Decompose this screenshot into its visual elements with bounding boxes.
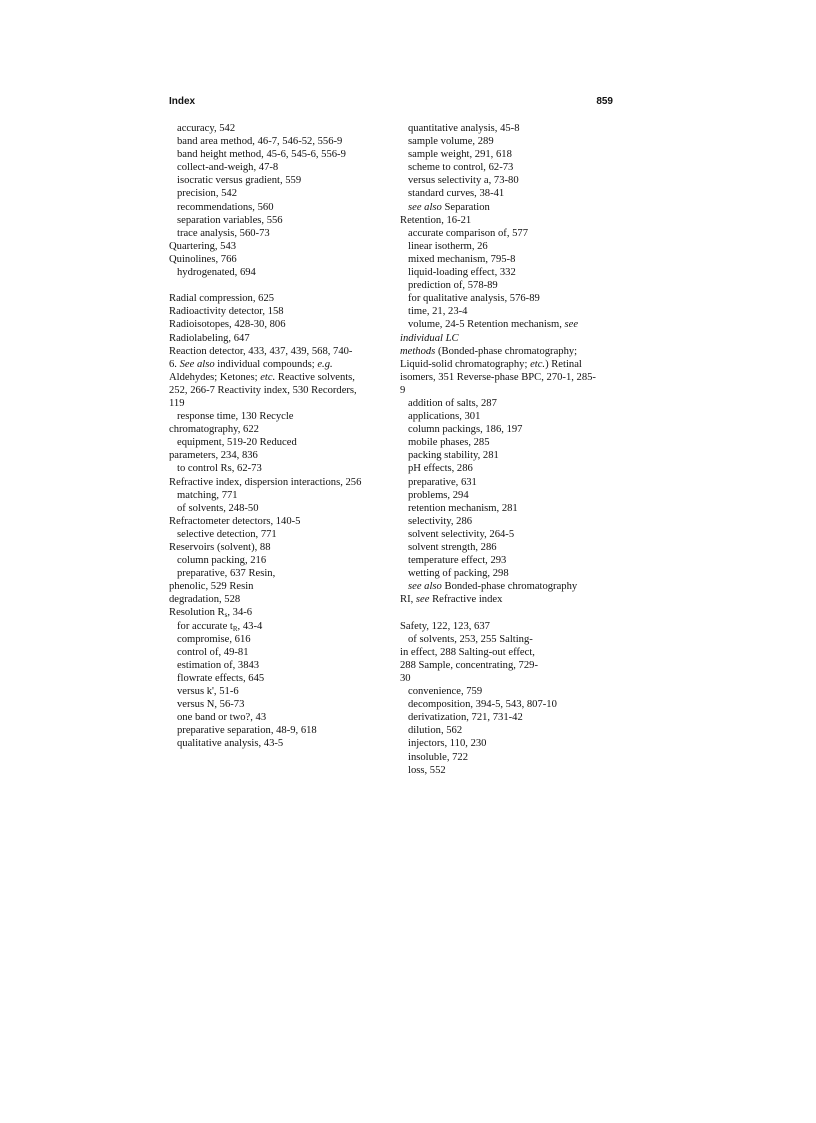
index-entry: methods (Bonded-phase chromatography; [400, 345, 578, 357]
index-entry: prediction of, 578-89 [408, 280, 498, 292]
index-entry: Quinolines, 766 [169, 253, 237, 265]
index-entry: estimation of, 3843 [177, 659, 260, 671]
index-entry: sample weight, 291, 618 [408, 149, 512, 161]
index-entry: addition of salts, 287 [408, 397, 497, 409]
index-entry: for qualitative analysis, 576-89 [408, 293, 540, 305]
index-entry: trace analysis, 560-73 [177, 227, 270, 239]
index-entry: insoluble, 722 [408, 751, 469, 763]
index-entry: solvent selectivity, 264-5 [408, 528, 515, 540]
index-entry: band height method, 45-6, 545-6, 556-9 [177, 149, 346, 161]
index-entry: versus k', 51-6 [177, 686, 239, 698]
index-entry: 6. See also individual compounds; e.g. [169, 358, 333, 370]
page-header [169, 96, 613, 110]
page-number: 859 [596, 96, 613, 107]
index-entry: problems, 294 [408, 489, 469, 501]
index-entry: selectivity, 286 [408, 515, 473, 527]
index-entry: scheme to control, 62-73 [408, 162, 514, 174]
index-entry: Resolution $R_s$, 34-6 [169, 607, 253, 620]
index-entry: Liquid-solid chromatography; etc.) Retinal [400, 358, 582, 370]
index-entry: volume, 24-5 Retention mechanism, see [408, 319, 579, 331]
index-entry: linear isotherm, 26 [408, 240, 488, 252]
index-entry: of solvents, 248-50 [177, 502, 259, 514]
index-entry: 9 [400, 384, 406, 396]
index-entry: 119 [169, 397, 185, 409]
index-entry: chromatography, 622 [169, 424, 259, 436]
running-head-title: Index [169, 96, 196, 107]
index-entry: preparative, 637 Resin, [177, 568, 276, 580]
index-entry: loss, 552 [408, 764, 446, 776]
index-entry: time, 21, 23-4 [408, 306, 468, 318]
index-entry: versus selectivity a, 73-80 [408, 175, 519, 187]
index-entry: RI, see Refractive index [400, 594, 503, 606]
index-entry: collect-and-weigh, 47-8 [177, 162, 279, 174]
index-column-left [169, 122, 391, 751]
index-entry: flowrate effects, 645 [177, 672, 265, 684]
index-entry: matching, 771 [177, 489, 238, 501]
index-entry: equipment, 519-20 Reduced [177, 437, 297, 449]
index-entry: accurate comparison of, 577 [408, 227, 529, 239]
index-entry: column packing, 216 [177, 555, 267, 567]
index-entry: versus N, 56-73 [177, 699, 245, 711]
index-entry: Refractometer detectors, 140-5 [169, 515, 301, 527]
index-entry: Aldehydes; Ketones; etc. Reactive solvents, [169, 371, 355, 383]
index-entry: control of, 49-81 [177, 646, 249, 658]
index-entry: for accurate $t_R$, 43-4 [177, 620, 263, 633]
index-entry: isomers, 351 Reverse-phase BPC, 270-1, 285- [400, 371, 596, 383]
index-entry: in effect, 288 Salting-out effect, [400, 646, 535, 658]
index-entry: degradation, 528 [169, 594, 241, 606]
index-entry: hydrogenated, 694 [177, 267, 256, 279]
index-entry: Quartering, 543 [169, 240, 237, 252]
index-entry: packing stability, 281 [408, 450, 499, 462]
index-entry: preparative separation, 48-9, 618 [177, 725, 317, 737]
index-entry: column packings, 186, 197 [408, 424, 523, 436]
index-entry: applications, 301 [408, 411, 481, 423]
index-entry: 30 [400, 672, 411, 684]
index-entry: 252, 266-7 Reactivity index, 530 Recorders, [169, 384, 357, 396]
index-entry: recommendations, 560 [177, 201, 274, 213]
index-entry: see also Bonded-phase chromatography [408, 581, 578, 593]
index-entry: sample volume, 289 [408, 136, 494, 148]
index-entry: Reaction detector, 433, 437, 439, 568, 740- [169, 345, 353, 357]
index-entry: Safety, 122, 123, 637 [400, 620, 490, 632]
index-entry: retention mechanism, 281 [408, 502, 518, 514]
index-entry: parameters, 234, 836 [169, 450, 258, 462]
index-entry: separation variables, 556 [177, 214, 283, 226]
index-entry: Radial compression, 625 [169, 293, 275, 305]
index-entry: Retention, 16-21 [400, 214, 472, 226]
index-entry: see also Separation [408, 201, 490, 213]
index-entry: injectors, 110, 230 [408, 738, 487, 750]
index-entry: Reservoirs (solvent), 88 [169, 542, 271, 553]
index-entry: decomposition, 394-5, 543, 807-10 [408, 699, 557, 711]
index-entry: individual LC [400, 332, 459, 344]
index-entry: mobile phases, 285 [408, 437, 490, 449]
index-entry: standard curves, 38-41 [408, 188, 505, 200]
index-entry: solvent strength, 286 [408, 542, 497, 553]
index-entry: Radioisotopes, 428-30, 806 [169, 319, 286, 331]
index-entry: preparative, 631 [408, 476, 477, 488]
index-entry: derivatization, 721, 731-42 [408, 712, 523, 724]
index-entry: one band or two?, 43 [177, 712, 267, 724]
index-entry: to control Rs, 62-73 [177, 463, 262, 475]
index-entry: temperature effect, 293 [408, 555, 507, 567]
index-entry: phenolic, 529 Resin [169, 581, 254, 593]
index-entry: pH effects, 286 [408, 463, 473, 475]
index-entry: selective detection, 771 [177, 528, 277, 540]
index-entry: response time, 130 Recycle [177, 411, 294, 423]
index-entry: wetting of packing, 298 [408, 568, 509, 580]
index-entry: isocratic versus gradient, 559 [177, 175, 302, 187]
index-entry: 288 Sample, concentrating, 729- [400, 659, 538, 671]
index-entry: Radioactivity detector, 158 [169, 306, 284, 318]
index-entry: of solvents, 253, 255 Salting- [408, 633, 533, 645]
index-entry: band area method, 46-7, 546-52, 556-9 [177, 136, 343, 148]
index-entry: quantitative analysis, 45-8 [408, 123, 520, 134]
index-entry: dilution, 562 [408, 725, 463, 737]
index-entry: mixed mechanism, 795-8 [408, 253, 516, 265]
section-gap [400, 606, 622, 619]
index-entry: Refractive index, dispersion interactions, 256 [169, 476, 362, 488]
index-entry: qualitative analysis, 43-5 [177, 738, 284, 750]
index-entry: Radiolabeling, 647 [169, 332, 250, 344]
index-entry: convenience, 759 [408, 686, 483, 698]
section-gap [169, 279, 391, 292]
index-entry: precision, 542 [177, 188, 238, 200]
index-entry: liquid-loading effect, 332 [408, 267, 516, 279]
index-column-right [400, 122, 622, 777]
index-entry: compromise, 616 [177, 633, 251, 645]
index-entry: accuracy, 542 [177, 123, 236, 134]
